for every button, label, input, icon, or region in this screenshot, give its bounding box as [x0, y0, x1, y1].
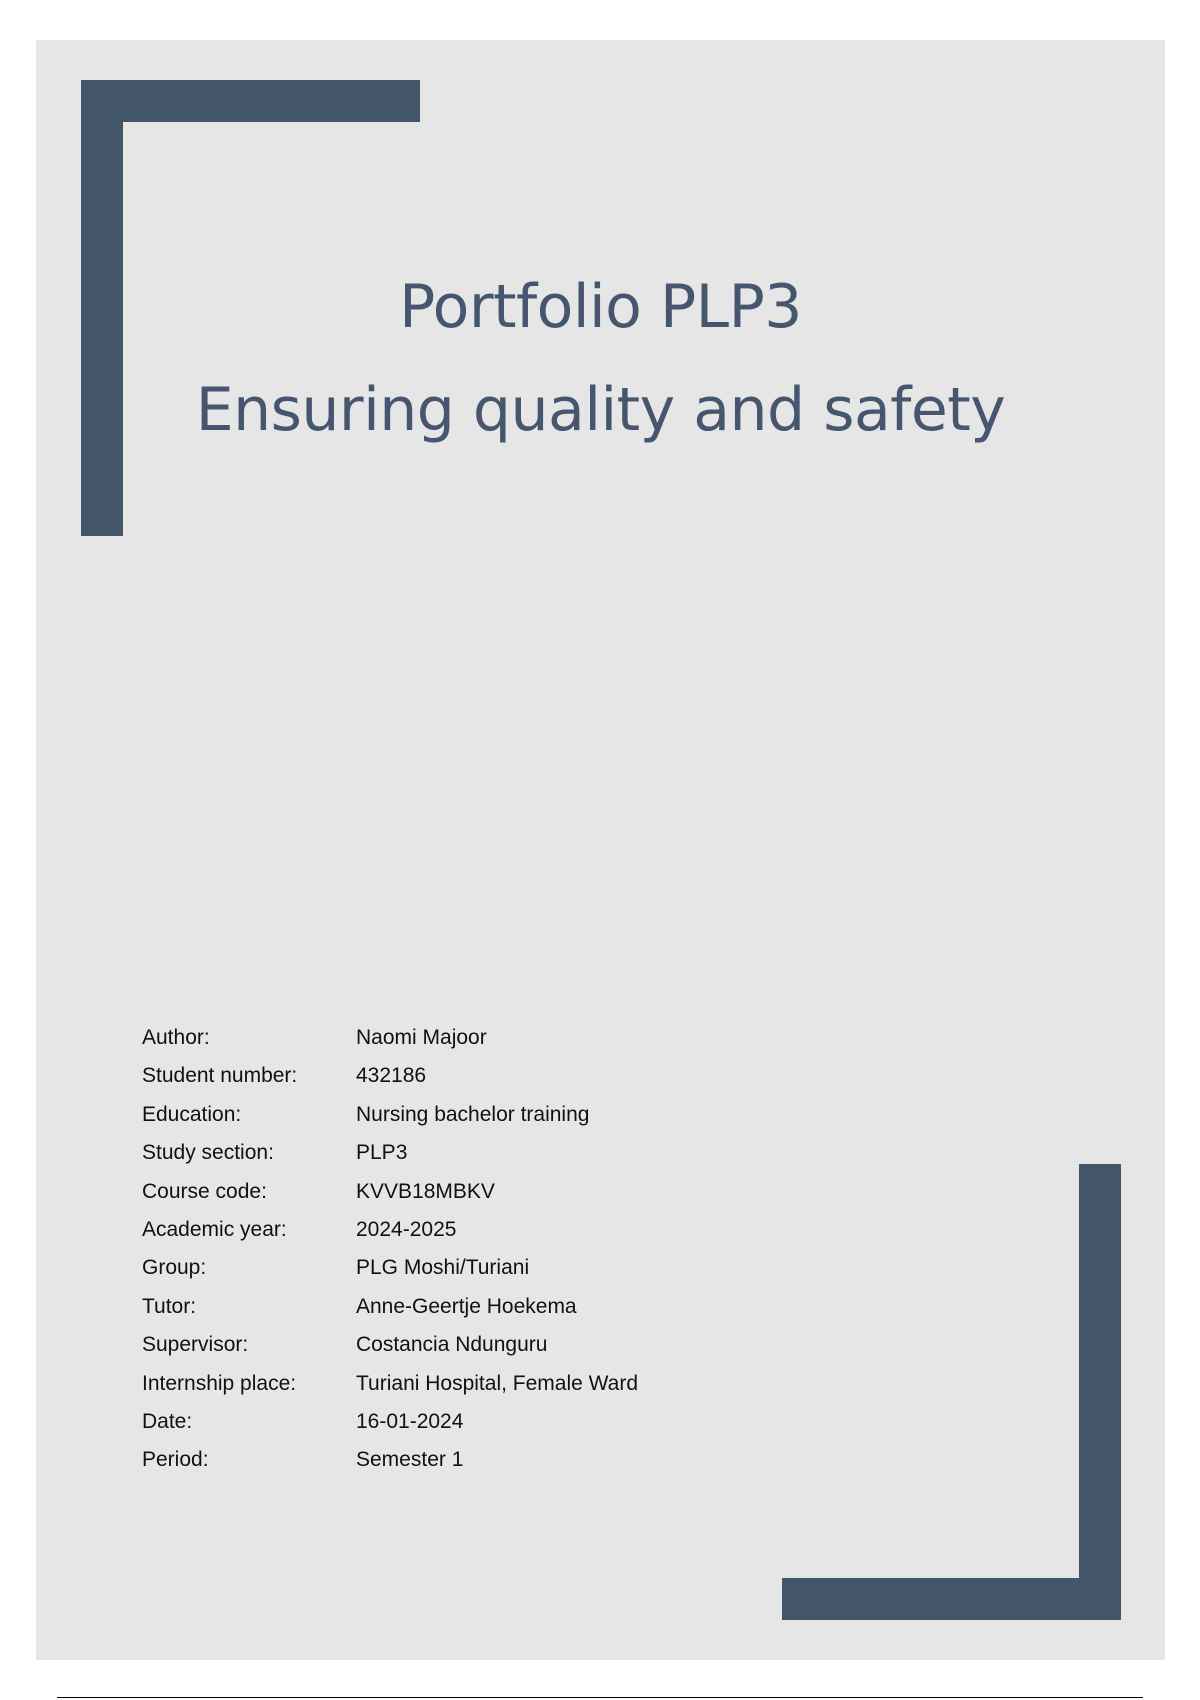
detail-value: Costancia Ndunguru	[356, 1333, 548, 1357]
detail-label: Supervisor:	[142, 1333, 249, 1357]
detail-value: Naomi Majoor	[356, 1026, 487, 1049]
detail-value: Nursing bachelor training	[356, 1102, 590, 1126]
detail-label: Study section:	[142, 1141, 274, 1165]
detail-value: 16-01-2024	[356, 1409, 464, 1433]
detail-row-period	[142, 1448, 638, 1486]
detail-label: Internship place:	[142, 1371, 297, 1395]
detail-value: PLP3	[356, 1141, 408, 1165]
detail-value: 432186	[356, 1064, 427, 1088]
detail-row-author	[142, 1026, 638, 1064]
detail-row-education	[142, 1103, 638, 1141]
detail-label: Author:	[142, 1026, 210, 1049]
detail-row-student-number	[142, 1064, 638, 1102]
detail-label: Date:	[142, 1409, 193, 1433]
detail-row-date	[142, 1410, 638, 1448]
top-left-bracket-horizontal	[81, 80, 420, 122]
detail-row-tutor	[142, 1295, 638, 1333]
detail-label: Education:	[142, 1102, 242, 1126]
details-table	[142, 1026, 638, 1487]
bottom-right-bracket-vertical	[1079, 1164, 1121, 1620]
title-line-2: Ensuring quality and safety	[195, 375, 1006, 445]
detail-value: KVVB18MBKV	[356, 1179, 495, 1203]
detail-label: Course code:	[142, 1179, 267, 1203]
detail-label: Academic year:	[142, 1217, 287, 1241]
detail-value: Semester 1	[356, 1448, 464, 1472]
detail-row-group	[142, 1256, 638, 1294]
detail-row-study-section	[142, 1141, 638, 1179]
detail-label: Student number:	[142, 1064, 298, 1088]
detail-value: Anne-Geertje Hoekema	[356, 1294, 577, 1318]
detail-value: Turiani Hospital, Female Ward	[356, 1371, 639, 1395]
bottom-right-bracket-horizontal	[782, 1578, 1121, 1620]
detail-label: Tutor:	[142, 1294, 197, 1318]
page-bottom-rule	[57, 1697, 1143, 1698]
detail-value: PLG Moshi/Turiani	[356, 1256, 530, 1280]
detail-row-course-code	[142, 1180, 638, 1218]
detail-label: Period:	[142, 1448, 209, 1472]
detail-row-supervisor	[142, 1333, 638, 1371]
cover-page	[36, 40, 1165, 1660]
detail-row-internship-place	[142, 1372, 638, 1410]
detail-value: 2024-2025	[356, 1217, 457, 1241]
title-line-1: Portfolio PLP3	[399, 272, 802, 342]
detail-label: Group:	[142, 1256, 207, 1280]
detail-row-academic-year	[142, 1218, 638, 1256]
